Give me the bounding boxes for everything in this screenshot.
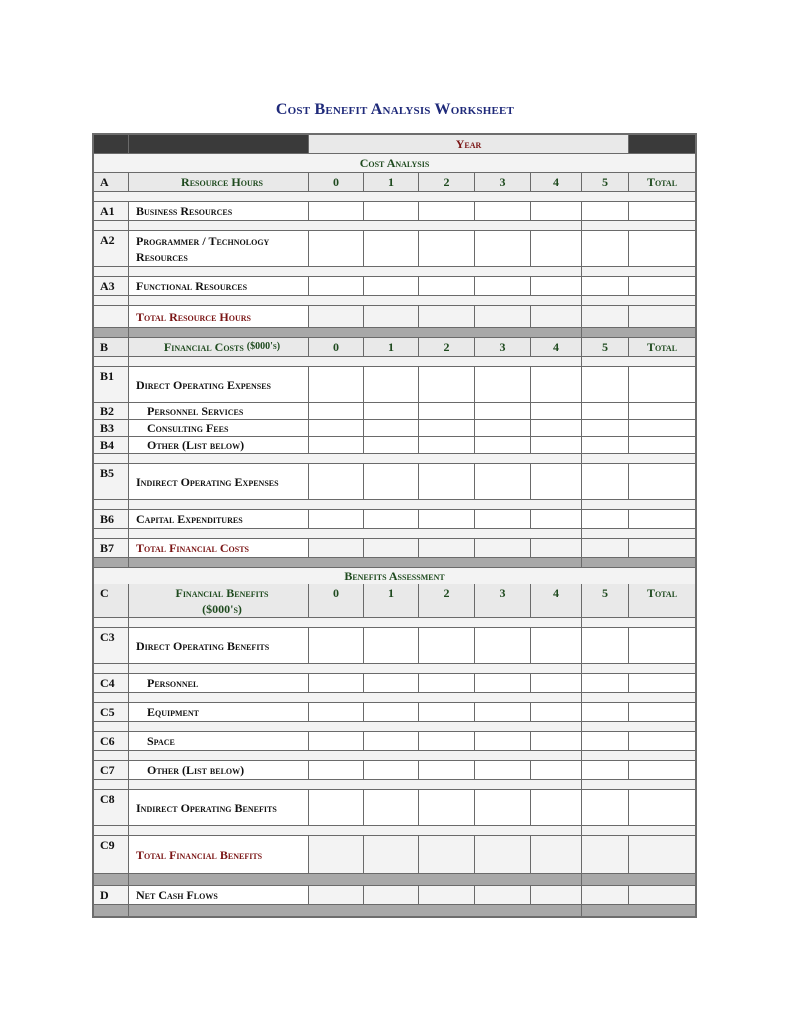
cell-year-1[interactable] [364, 790, 419, 826]
cell-year-5[interactable] [582, 790, 629, 826]
cell-total[interactable] [629, 306, 695, 328]
cell-year-0[interactable] [309, 539, 364, 558]
cell-year-1[interactable] [364, 367, 419, 403]
section-id: A [94, 173, 129, 192]
table-row-c7 [94, 761, 695, 780]
year-2-header: 2 [419, 338, 475, 357]
cell-year-5[interactable] [582, 510, 629, 529]
cell-year-4[interactable] [531, 306, 582, 328]
cell-year-5[interactable] [582, 886, 629, 905]
cell-year-5[interactable] [582, 703, 629, 722]
cell-year-2[interactable] [419, 202, 475, 221]
row-label: Capital Expenditures [129, 510, 309, 529]
row-label: Personnel Services [129, 403, 309, 420]
section-divider [94, 328, 695, 338]
cell-year-3[interactable] [475, 464, 531, 500]
row-label: Consulting Fees [129, 420, 309, 437]
row-id: C8 [94, 790, 129, 826]
table-row-a3 [94, 277, 695, 296]
cell-year-5[interactable] [582, 732, 629, 751]
section-id: C [94, 584, 129, 618]
cell-year-3[interactable] [475, 674, 531, 693]
cell-total[interactable] [629, 231, 695, 267]
cell-year-3[interactable] [475, 420, 531, 437]
row-label: Total Financial Costs [129, 539, 309, 558]
cell-total[interactable] [629, 277, 695, 296]
table-row-a1 [94, 202, 695, 221]
year-3-header: 3 [475, 584, 531, 618]
cell-year-0[interactable] [309, 628, 364, 664]
cell-year-1[interactable] [364, 703, 419, 722]
spacer-row [94, 454, 695, 464]
cell-total[interactable] [629, 202, 695, 221]
cell-year-4[interactable] [531, 403, 582, 420]
table-row-c9 [94, 836, 695, 874]
cell-year-3[interactable] [475, 510, 531, 529]
row-label: Total Resource Hours [129, 306, 309, 328]
cell-year-3[interactable] [475, 231, 531, 267]
year-header: Year [309, 135, 629, 154]
cell-year-5[interactable] [582, 202, 629, 221]
cell-year-4[interactable] [531, 790, 582, 826]
year-0-header: 0 [309, 584, 364, 618]
total-header: Total [629, 173, 695, 192]
row-id: B7 [94, 539, 129, 558]
cell-total[interactable] [629, 437, 695, 454]
cell-year-1[interactable] [364, 437, 419, 454]
cell-year-4[interactable] [531, 886, 582, 905]
cell-year-4[interactable] [531, 464, 582, 500]
table-row-b2 [94, 403, 695, 420]
cell-year-4[interactable] [531, 703, 582, 722]
cell-year-2[interactable] [419, 761, 475, 780]
row-id: B6 [94, 510, 129, 529]
spacer-row [94, 722, 695, 732]
spacer-row [94, 529, 695, 539]
cell-total[interactable] [629, 790, 695, 826]
cell-year-0[interactable] [309, 790, 364, 826]
row-id: C5 [94, 703, 129, 722]
cell-year-0[interactable] [309, 202, 364, 221]
financial-benefits-unit: ($000's) [202, 602, 242, 616]
row-id: C9 [94, 836, 129, 874]
spacer-row [94, 780, 695, 790]
cell-year-1[interactable] [364, 539, 419, 558]
cell-year-2[interactable] [419, 277, 475, 296]
cell-year-2[interactable] [419, 403, 475, 420]
cell-year-4[interactable] [531, 732, 582, 751]
cell-year-5[interactable] [582, 277, 629, 296]
cell-total[interactable] [629, 836, 695, 874]
spacer-row [94, 500, 695, 510]
row-id [94, 306, 129, 328]
table-row-net-cash-flows [94, 886, 695, 905]
year-4-header: 4 [531, 584, 582, 618]
cell-year-3[interactable] [475, 761, 531, 780]
table-row-b4 [94, 437, 695, 454]
row-label: Direct Operating Benefits [129, 628, 309, 664]
year-3-header: 3 [475, 338, 531, 357]
cell-year-1[interactable] [364, 732, 419, 751]
cell-year-3[interactable] [475, 539, 531, 558]
row-label: Business Resources [129, 202, 309, 221]
cell-year-1[interactable] [364, 886, 419, 905]
cell-year-3[interactable] [475, 836, 531, 874]
cell-year-5[interactable] [582, 437, 629, 454]
year-header-row [94, 135, 695, 154]
row-label: Total Financial Benefits [129, 836, 309, 874]
row-id: C4 [94, 674, 129, 693]
cell-year-0[interactable] [309, 420, 364, 437]
benefits-assessment-section-row [94, 568, 695, 584]
cell-year-0[interactable] [309, 231, 364, 267]
cell-year-0[interactable] [309, 277, 364, 296]
header-blank-total [629, 135, 695, 154]
cell-year-1[interactable] [364, 464, 419, 500]
cell-year-3[interactable] [475, 202, 531, 221]
row-id: B3 [94, 420, 129, 437]
cost-analysis-title: Cost Analysis [94, 154, 695, 173]
row-label: Other (List below) [129, 761, 309, 780]
row-label: Functional Resources [129, 277, 309, 296]
cell-year-3[interactable] [475, 367, 531, 403]
cell-year-5[interactable] [582, 761, 629, 780]
row-label: Personnel [129, 674, 309, 693]
resource-hours-header: Resource Hours [129, 173, 309, 192]
table-row-a2 [94, 231, 695, 267]
cell-year-0[interactable] [309, 732, 364, 751]
spacer-row [94, 751, 695, 761]
cell-year-1[interactable] [364, 202, 419, 221]
row-id: B5 [94, 464, 129, 500]
row-label: Direct Operating Expenses [129, 367, 309, 403]
financial-benefits-header [129, 584, 309, 618]
year-4-header: 4 [531, 173, 582, 192]
year-5-header: 5 [582, 173, 629, 192]
cell-year-0[interactable] [309, 510, 364, 529]
row-label: Indirect Operating Expenses [129, 464, 309, 500]
cell-year-1[interactable] [364, 761, 419, 780]
spacer-row [94, 693, 695, 703]
row-id: B1 [94, 367, 129, 403]
row-label: Equipment [129, 703, 309, 722]
cell-year-4[interactable] [531, 674, 582, 693]
cell-total[interactable] [629, 403, 695, 420]
cell-total[interactable] [629, 703, 695, 722]
cell-year-3[interactable] [475, 306, 531, 328]
section-divider [94, 905, 695, 916]
cell-year-0[interactable] [309, 886, 364, 905]
cell-year-2[interactable] [419, 437, 475, 454]
cell-year-2[interactable] [419, 674, 475, 693]
table-row-c4 [94, 674, 695, 693]
cost-benefit-table [92, 133, 697, 918]
cell-year-2[interactable] [419, 420, 475, 437]
cell-year-5[interactable] [582, 367, 629, 403]
benefits-assessment-title: Benefits Assessment [344, 568, 445, 583]
cell-year-4[interactable] [531, 202, 582, 221]
cell-year-4[interactable] [531, 437, 582, 454]
cell-year-0[interactable] [309, 674, 364, 693]
row-id: A2 [94, 231, 129, 267]
cell-year-5[interactable] [582, 231, 629, 267]
cell-year-1[interactable] [364, 306, 419, 328]
cell-year-2[interactable] [419, 464, 475, 500]
cell-year-1[interactable] [364, 836, 419, 874]
year-1-header: 1 [364, 584, 419, 618]
year-2-header: 2 [419, 584, 475, 618]
row-id: D [94, 886, 129, 905]
spacer-row [94, 267, 695, 277]
table-row-b7 [94, 539, 695, 558]
cell-year-0[interactable] [309, 703, 364, 722]
cell-year-1[interactable] [364, 277, 419, 296]
row-id: C3 [94, 628, 129, 664]
cell-year-5[interactable] [582, 420, 629, 437]
cell-year-2[interactable] [419, 628, 475, 664]
year-5-header: 5 [582, 584, 629, 618]
cell-total[interactable] [629, 886, 695, 905]
cell-year-2[interactable] [419, 367, 475, 403]
row-label: Net Cash Flows [129, 886, 309, 905]
cell-year-1[interactable] [364, 510, 419, 529]
cell-year-2[interactable] [419, 790, 475, 826]
row-label: Indirect Operating Benefits [129, 790, 309, 826]
row-id: B2 [94, 403, 129, 420]
cell-year-3[interactable] [475, 703, 531, 722]
cell-total[interactable] [629, 367, 695, 403]
spacer-row [94, 296, 695, 306]
row-label: Space [129, 732, 309, 751]
worksheet-title: Cost Benefit Analysis Worksheet [275, 101, 515, 118]
financial-costs-header [129, 338, 309, 357]
cell-year-4[interactable] [531, 628, 582, 664]
year-0-header: 0 [309, 338, 364, 357]
year-0-header: 0 [309, 173, 364, 192]
header-blank-id [94, 135, 129, 154]
cell-total[interactable] [629, 510, 695, 529]
row-label: Other (List below) [129, 437, 309, 454]
spacer-row [94, 221, 695, 231]
cell-total[interactable] [629, 464, 695, 500]
cell-year-2[interactable] [419, 306, 475, 328]
row-id: C7 [94, 761, 129, 780]
cost-analysis-section-row [94, 154, 695, 173]
cell-total[interactable] [629, 732, 695, 751]
cell-year-1[interactable] [364, 231, 419, 267]
row-label: Programmer / Technology Resources [129, 231, 309, 267]
table-row-c5 [94, 703, 695, 722]
cell-year-3[interactable] [475, 886, 531, 905]
row-id: A3 [94, 277, 129, 296]
row-id: C6 [94, 732, 129, 751]
cell-year-5[interactable] [582, 539, 629, 558]
cell-total[interactable] [629, 539, 695, 558]
cell-year-0[interactable] [309, 761, 364, 780]
cell-year-2[interactable] [419, 732, 475, 751]
cell-year-0[interactable] [309, 437, 364, 454]
table-row-c3 [94, 628, 695, 664]
year-5-header: 5 [582, 338, 629, 357]
table-row-c8 [94, 790, 695, 826]
cell-total[interactable] [629, 420, 695, 437]
table-row-b3 [94, 420, 695, 437]
cell-year-0[interactable] [309, 367, 364, 403]
cell-year-1[interactable] [364, 420, 419, 437]
cell-year-0[interactable] [309, 306, 364, 328]
cell-year-2[interactable] [419, 836, 475, 874]
spacer-row [94, 192, 695, 202]
cell-year-4[interactable] [531, 367, 582, 403]
cell-year-3[interactable] [475, 790, 531, 826]
spacer-row [94, 618, 695, 628]
year-1-header: 1 [364, 338, 419, 357]
cell-year-2[interactable] [419, 539, 475, 558]
cell-year-5[interactable] [582, 464, 629, 500]
cell-year-1[interactable] [364, 403, 419, 420]
cell-year-5[interactable] [582, 628, 629, 664]
spacer-row [94, 664, 695, 674]
section-id: B [94, 338, 129, 357]
year-4-header: 4 [531, 338, 582, 357]
cell-year-4[interactable] [531, 277, 582, 296]
cell-year-4[interactable] [531, 420, 582, 437]
cell-year-1[interactable] [364, 674, 419, 693]
cell-total[interactable] [629, 674, 695, 693]
total-header: Total [629, 584, 695, 618]
spacer-row [94, 826, 695, 836]
cell-year-4[interactable] [531, 539, 582, 558]
cell-year-2[interactable] [419, 231, 475, 267]
cell-year-3[interactable] [475, 437, 531, 454]
cell-year-5[interactable] [582, 836, 629, 874]
cell-year-3[interactable] [475, 628, 531, 664]
cell-year-3[interactable] [475, 277, 531, 296]
cell-year-4[interactable] [531, 761, 582, 780]
cell-year-0[interactable] [309, 836, 364, 874]
cell-year-4[interactable] [531, 510, 582, 529]
header-blank-label [129, 135, 309, 154]
cell-year-4[interactable] [531, 836, 582, 874]
year-3-header: 3 [475, 173, 531, 192]
spacer-row [94, 357, 695, 367]
cell-year-0[interactable] [309, 464, 364, 500]
cell-year-3[interactable] [475, 732, 531, 751]
resource-hours-header-row [94, 173, 695, 192]
total-header: Total [629, 338, 695, 357]
section-divider [94, 558, 695, 568]
financial-benefits-header-row [94, 584, 695, 618]
table-row-b1 [94, 367, 695, 403]
cell-year-3[interactable] [475, 403, 531, 420]
cell-total[interactable] [629, 761, 695, 780]
financial-costs-header-label: Financial Costs [163, 340, 244, 354]
cell-total[interactable] [629, 628, 695, 664]
cell-year-0[interactable] [309, 403, 364, 420]
financial-benefits-header-label: Financial Benefits [175, 586, 269, 600]
cell-year-4[interactable] [531, 231, 582, 267]
cell-year-5[interactable] [582, 306, 629, 328]
financial-costs-unit: ($000's) [246, 341, 281, 352]
cell-year-2[interactable] [419, 703, 475, 722]
table-row-total-resource-hours [94, 306, 695, 328]
cell-year-2[interactable] [419, 886, 475, 905]
financial-costs-header-row [94, 338, 695, 357]
row-id: B4 [94, 437, 129, 454]
year-1-header: 1 [364, 173, 419, 192]
section-divider [94, 874, 695, 886]
year-2-header: 2 [419, 173, 475, 192]
table-row-b5 [94, 464, 695, 500]
row-id: A1 [94, 202, 129, 221]
cell-year-2[interactable] [419, 510, 475, 529]
cell-year-5[interactable] [582, 674, 629, 693]
cell-year-1[interactable] [364, 628, 419, 664]
table-row-c6 [94, 732, 695, 751]
table-row-b6 [94, 510, 695, 529]
cell-year-5[interactable] [582, 403, 629, 420]
